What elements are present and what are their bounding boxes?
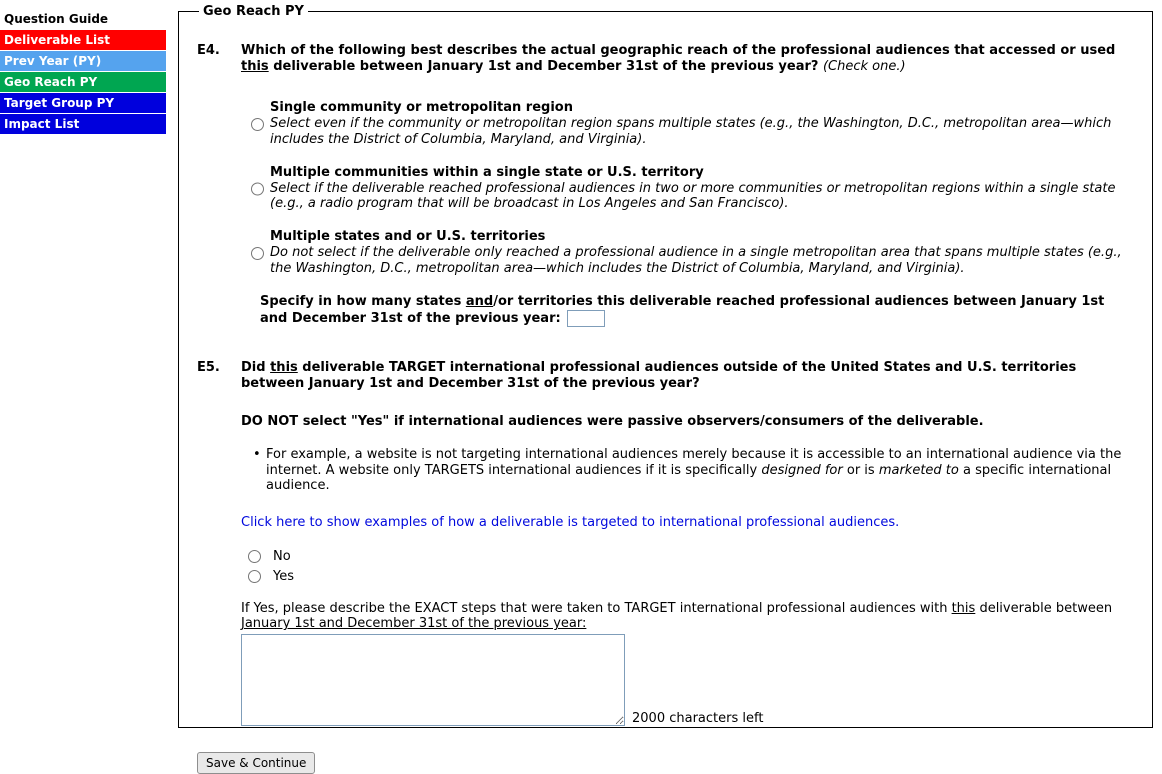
e5-example-text: For example, a website is not targeting international audiences merely because it is accessible to an international audience via the internet. A website only TARGETS international audiences if it is specifically designed for or is marketed to a specific international audience. — [266, 447, 1122, 494]
e4-option-multiple-states-label: Multiple states and or U.S. territories — [270, 229, 546, 245]
e4-option-multiple-states-radio[interactable] — [251, 230, 264, 276]
e5-yes-row — [248, 567, 1133, 587]
e4-option-multiple-communities-text — [270, 165, 1133, 212]
e4-option-multiple-communities-label: Multiple communities within a single state or U.S. territory — [270, 164, 704, 180]
e5-radio-group — [248, 547, 1133, 587]
e4-option-multiple-states — [251, 229, 1133, 276]
question-e4-text: Which of the following best describes the actual geographic reach of the professional audiences that accessed or used this deliverable between January 1st and December 31st of the previous year? (Check one.) — [241, 43, 1116, 74]
question-e5-number: E5. — [197, 360, 220, 376]
question-e4-body — [241, 43, 1133, 328]
e5-no-radio[interactable] — [248, 550, 261, 563]
e5-no-label: No — [273, 549, 291, 565]
question-e5-text: Did this deliverable TARGET international professional audiences outside of the United States and U.S. territories between January 1st and December 31st of the previous year? — [241, 360, 1077, 391]
e4-option-single-community — [251, 100, 1133, 147]
question-e4 — [197, 43, 1134, 328]
e5-warning-text: DO NOT select "Yes" if international audiences were passive observers/consumers of the deliverable. — [241, 414, 984, 430]
e5-yes-label: Yes — [273, 569, 294, 585]
question-e5 — [197, 360, 1134, 726]
e4-specify-row — [260, 294, 1133, 329]
save-continue-button[interactable]: Save & Continue — [197, 752, 315, 774]
sidebar-item-prev-year[interactable]: Prev Year (PY) — [0, 51, 166, 71]
question-e5-body — [241, 360, 1133, 726]
e4-option-multiple-communities — [251, 165, 1133, 212]
e5-no-row — [248, 547, 1133, 567]
e5-yes-radio[interactable] — [248, 570, 261, 583]
e4-option-multiple-communities-desc: Select if the deliverable reached professional audiences in two or more communities or metropolitan regions within a single state (e.g., a radio program that will be broadcast in Los Angeles and San Francisco). — [270, 180, 1116, 212]
e4-option-multiple-states-desc: Do not select if the deliverable only reached a professional audience in a single metropolitan area that spans multiple states (e.g., the Washington, D.C., metropolitan area—which includes the District of Columbia, Maryland, and Virginia). — [270, 245, 1122, 276]
e4-option-single-community-desc: Select even if the community or metropolitan region spans multiple states (e.g., the Washington, D.C., metropolitan area—which includes the District of Columbia, Maryland, and Virginia). — [270, 116, 1112, 148]
panel-legend: Geo Reach PY — [203, 4, 304, 19]
e5-describe-textarea[interactable] — [241, 634, 625, 726]
e4-option-multiple-communities-radio[interactable] — [251, 166, 264, 212]
e5-if-yes-text: If Yes, please describe the EXACT steps that were taken to TARGET international professional audiences with this deliverable between January 1st and December 31st of the previous year: — [241, 600, 1113, 632]
e4-option-single-community-text — [270, 100, 1133, 147]
sidebar-item-impact-list[interactable]: Impact List — [0, 114, 166, 134]
e4-specify-input[interactable] — [567, 310, 605, 327]
sidebar-item-target-group[interactable]: Target Group PY — [0, 93, 166, 113]
e4-options — [251, 100, 1133, 276]
e4-option-single-community-label: Single community or metropolitan region — [270, 100, 573, 116]
sidebar-title: Question Guide — [4, 12, 109, 26]
sidebar-nav — [0, 30, 166, 134]
question-guide-sidebar — [0, 12, 166, 135]
chars-left-text: 2000 characters left — [632, 711, 764, 727]
sidebar-item-geo-reach[interactable]: Geo Reach PY — [0, 72, 166, 92]
sidebar-item-deliverable-list[interactable]: Deliverable List — [0, 30, 166, 50]
e5-textarea-row — [241, 634, 1133, 726]
panel-content — [197, 19, 1134, 774]
show-examples-link[interactable]: Click here to show examples of how a deliverable is targeted to international professional audiences. — [241, 514, 900, 530]
e5-example-bullet — [253, 447, 1133, 494]
e4-option-multiple-states-text — [270, 229, 1133, 276]
geo-reach-panel — [178, 4, 1153, 771]
e4-option-single-community-radio[interactable] — [251, 101, 264, 147]
question-e4-number: E4. — [197, 43, 220, 58]
bullet-icon: • — [253, 447, 261, 463]
e4-specify-label: Specify in how many states and/or territories this deliverable reached professional audiences between January 1st and December 31st of the previous year: — [260, 293, 1105, 327]
